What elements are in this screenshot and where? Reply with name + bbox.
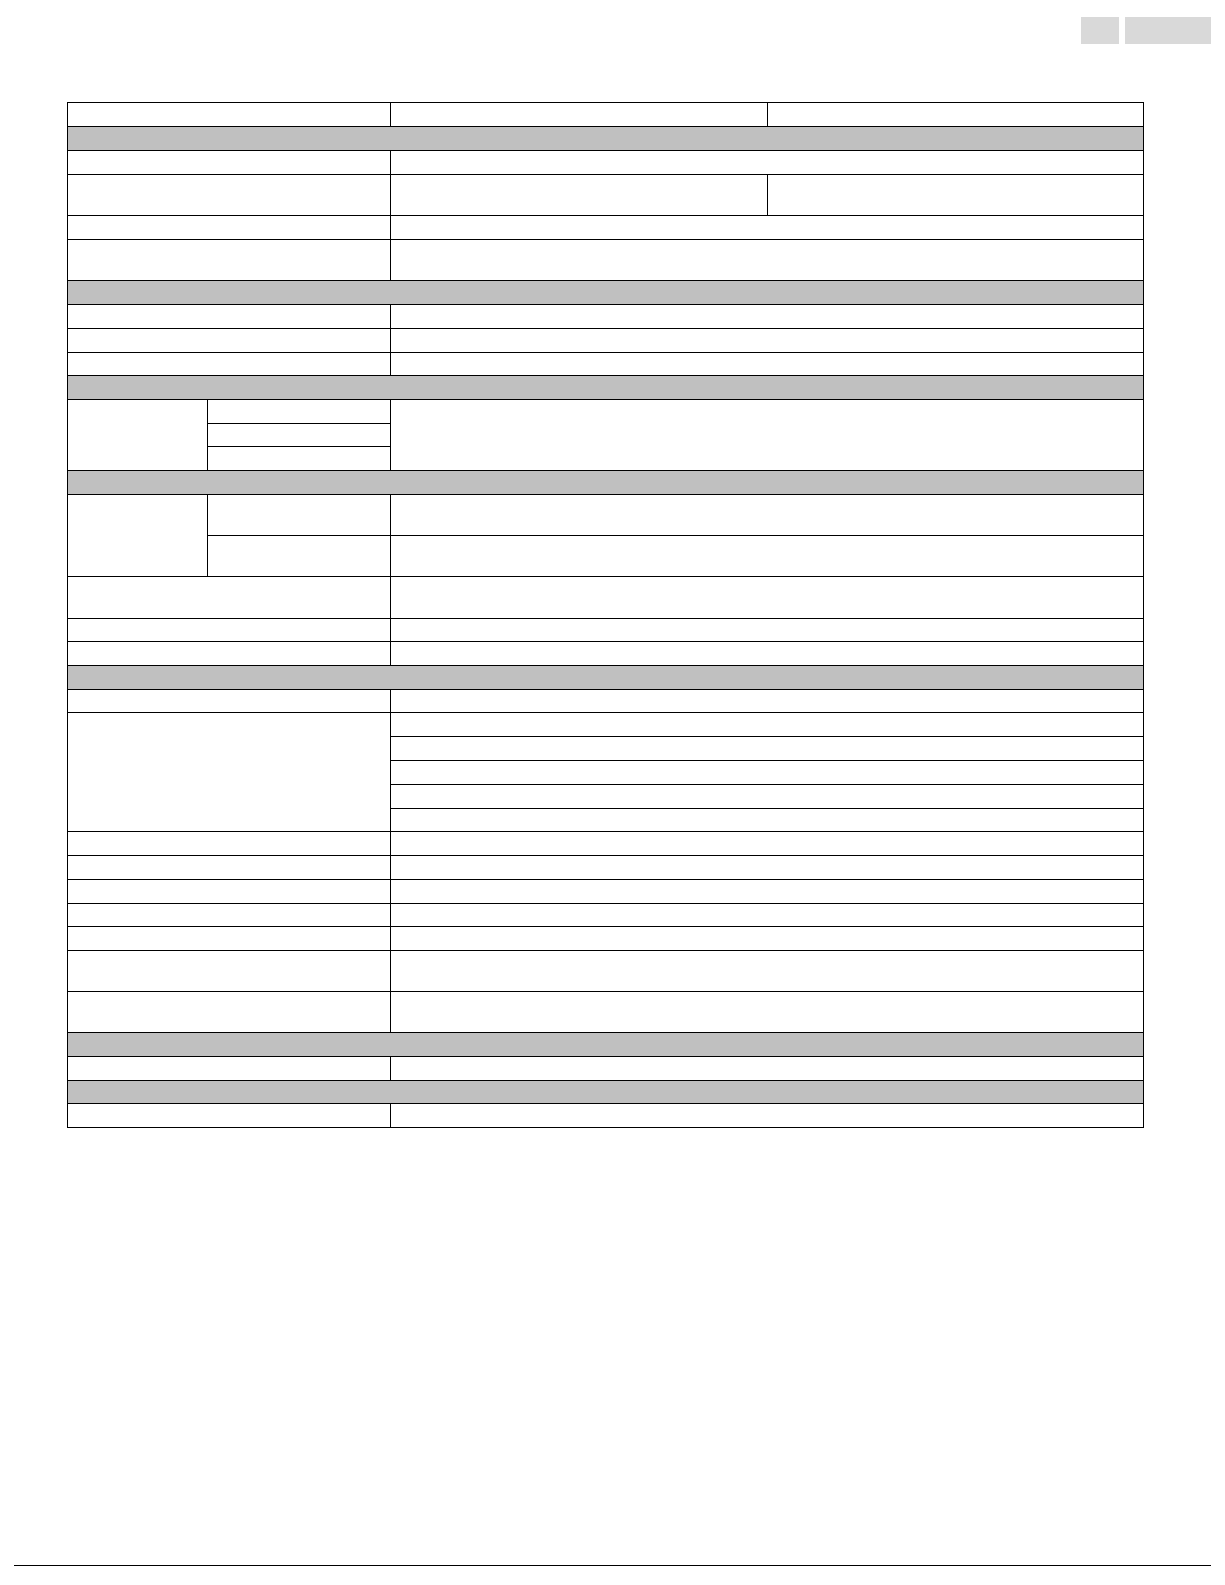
spec-value <box>391 619 1144 642</box>
spec-sub-label <box>208 536 391 577</box>
spec-label <box>68 690 391 713</box>
table-row <box>68 577 1144 619</box>
table-row <box>68 1104 1144 1128</box>
table-row <box>68 175 1144 216</box>
spec-value <box>768 175 1144 216</box>
page-bottom-rule <box>14 1565 1211 1566</box>
spec-label <box>68 880 391 904</box>
spec-label <box>68 856 391 880</box>
spec-label <box>68 951 391 992</box>
section-header <box>68 281 1144 305</box>
table-row <box>68 832 1144 856</box>
spec-value <box>391 951 1144 992</box>
table-row <box>68 1057 1144 1081</box>
spec-label <box>68 713 391 832</box>
spec-value <box>391 761 1144 785</box>
spec-sub-label <box>208 424 391 447</box>
section-header <box>68 666 1144 690</box>
spec-label <box>68 832 391 856</box>
spec-value <box>391 1104 1144 1128</box>
table-row <box>68 151 1144 175</box>
spec-label <box>68 305 391 329</box>
spec-value <box>391 240 1144 281</box>
page-header-box <box>1125 17 1211 44</box>
spec-label <box>68 151 391 175</box>
table-row <box>68 495 1144 536</box>
header-cell <box>768 103 1144 127</box>
section-header-row <box>68 1081 1144 1104</box>
header-cell <box>68 103 391 127</box>
spec-value <box>391 175 768 216</box>
section-header <box>68 127 1144 151</box>
spec-value <box>391 536 1144 577</box>
spec-sub-label <box>208 495 391 536</box>
table-row <box>68 880 1144 904</box>
spec-value <box>391 737 1144 761</box>
spec-label <box>68 1104 391 1128</box>
table-row <box>68 904 1144 927</box>
spec-value <box>391 713 1144 737</box>
spec-value <box>391 577 1144 619</box>
table-row <box>68 951 1144 992</box>
spec-sub-label <box>208 447 391 471</box>
spec-value <box>391 785 1144 809</box>
table-row <box>68 305 1144 329</box>
section-header-row <box>68 127 1144 151</box>
table-row <box>68 353 1144 376</box>
table-row <box>68 240 1144 281</box>
section-header-row <box>68 1033 1144 1057</box>
spec-value <box>391 216 1144 240</box>
spec-label <box>68 904 391 927</box>
section-header <box>68 471 1144 495</box>
spec-sub-label <box>208 400 391 424</box>
table-row <box>68 329 1144 353</box>
spec-label <box>68 216 391 240</box>
spec-value <box>391 927 1144 951</box>
section-header <box>68 1033 1144 1057</box>
table-row <box>68 690 1144 713</box>
spec-value <box>391 305 1144 329</box>
spec-label <box>68 577 391 619</box>
table-header-row <box>68 103 1144 127</box>
spec-value <box>391 495 1144 536</box>
spec-group-label <box>68 495 208 577</box>
spec-label <box>68 240 391 281</box>
spec-value <box>391 353 1144 376</box>
spec-label <box>68 927 391 951</box>
table-row <box>68 856 1144 880</box>
spec-value <box>391 904 1144 927</box>
spec-value <box>391 329 1144 353</box>
section-header-row <box>68 471 1144 495</box>
spec-value <box>391 880 1144 904</box>
spec-value <box>391 151 1144 175</box>
spec-label <box>68 329 391 353</box>
spec-value <box>391 642 1144 666</box>
table-row <box>68 216 1144 240</box>
table-row <box>68 992 1144 1033</box>
spec-label <box>68 353 391 376</box>
spec-label <box>68 642 391 666</box>
spec-value <box>391 809 1144 832</box>
spec-label <box>68 992 391 1033</box>
section-header-row <box>68 666 1144 690</box>
spec-value <box>391 1057 1144 1081</box>
spec-group-label <box>68 400 208 471</box>
spec-label <box>68 619 391 642</box>
spec-value <box>391 832 1144 856</box>
section-header <box>68 1081 1144 1104</box>
spec-label <box>68 175 391 216</box>
section-header <box>68 376 1144 400</box>
page-header-box <box>1081 17 1119 44</box>
spec-value <box>391 992 1144 1033</box>
spec-value <box>391 400 1144 471</box>
table-row <box>68 713 1144 737</box>
spec-table <box>67 102 1144 1128</box>
table-row <box>68 536 1144 577</box>
header-cell <box>391 103 768 127</box>
table-row <box>68 400 1144 424</box>
spec-value <box>391 856 1144 880</box>
table-row <box>68 927 1144 951</box>
section-header-row <box>68 281 1144 305</box>
spec-label <box>68 1057 391 1081</box>
table-row <box>68 619 1144 642</box>
spec-value <box>391 690 1144 713</box>
table-row <box>68 642 1144 666</box>
section-header-row <box>68 376 1144 400</box>
